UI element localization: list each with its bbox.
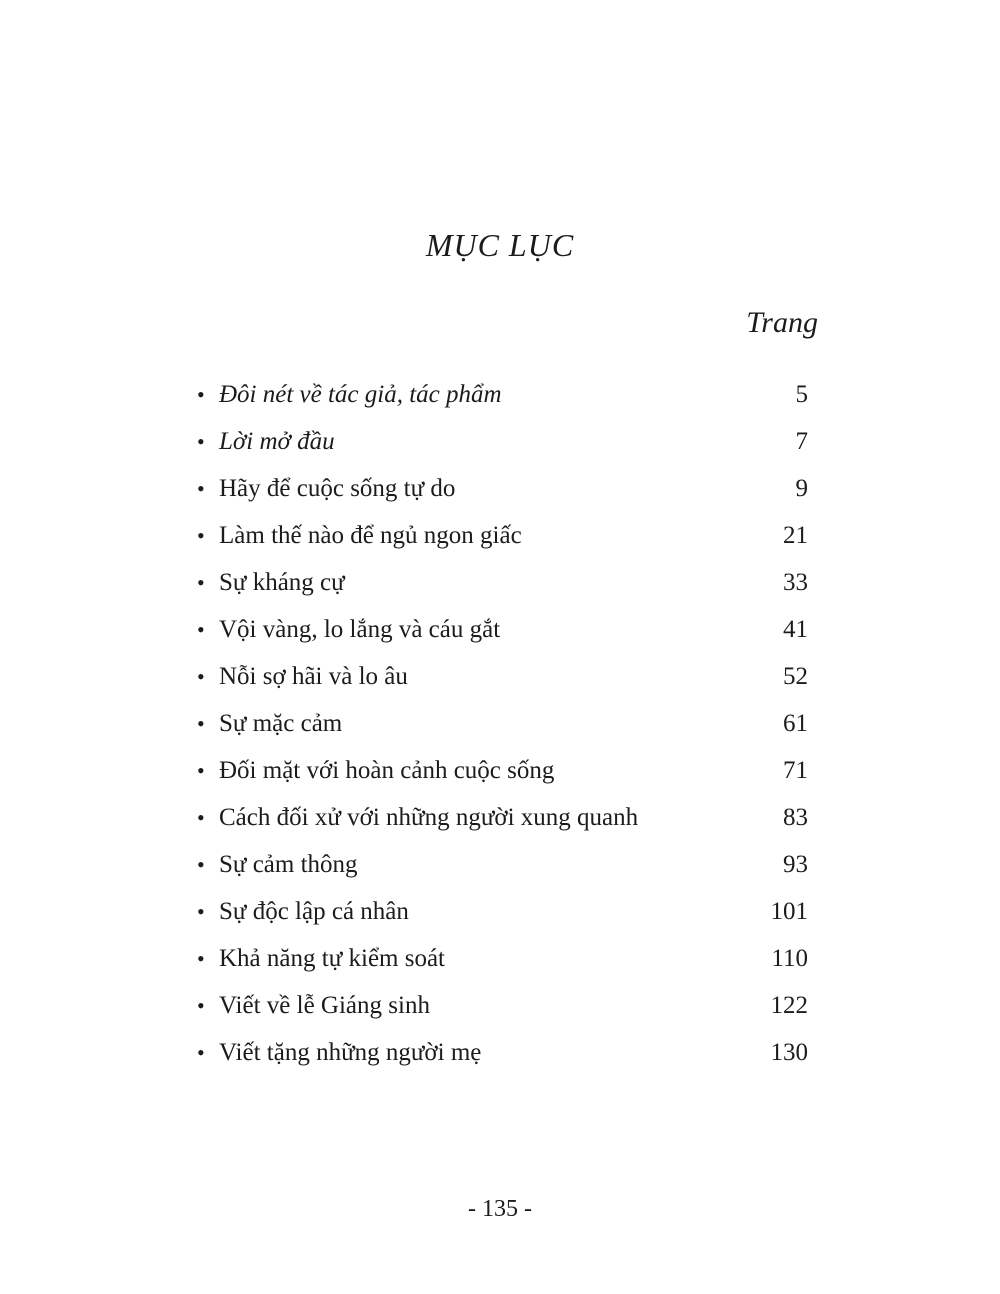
bullet-icon: • [197, 663, 205, 689]
bullet-icon: • [197, 992, 205, 1018]
toc-item-title: Sự mặc cảm [219, 709, 343, 737]
toc-item-title: Sự cảm thông [219, 850, 358, 878]
toc-item [197, 371, 808, 418]
toc-item-page: 21 [783, 521, 808, 549]
toc-item-page: 130 [770, 1038, 808, 1066]
toc-item-page: 61 [783, 709, 808, 737]
toc-item-title: Đối mặt với hoàn cảnh cuộc sống [219, 756, 555, 784]
toc-item-page: 83 [783, 803, 808, 831]
toc-item [197, 512, 808, 559]
toc-item [197, 465, 808, 512]
toc-item-page: 52 [783, 662, 808, 690]
toc-item-page: 93 [783, 850, 808, 878]
toc-item-page: 71 [783, 756, 808, 784]
toc-item [197, 606, 808, 653]
toc-item-page: 9 [795, 474, 808, 502]
toc-item-title: Hãy để cuộc sống tự do [219, 474, 456, 502]
toc-item-title: Vội vàng, lo lắng và cáu gắt [219, 615, 501, 643]
toc-item [197, 559, 808, 606]
toc-item-page: 33 [783, 568, 808, 596]
page-title: MỤC LỤC [425, 227, 575, 263]
bullet-icon: • [197, 710, 205, 736]
bullet-icon: • [197, 428, 205, 454]
toc-item-title: Làm thế nào để ngủ ngon giấc [219, 521, 522, 549]
toc-item [197, 935, 808, 982]
toc-item-title: Viết tặng những người mẹ [219, 1038, 482, 1066]
toc-item-title: Khả năng tự kiểm soát [219, 944, 446, 972]
toc-item-title: Đôi nét về tác giả, tác phẩm [219, 380, 502, 408]
toc-item-title: Nỗi sợ hãi và lo âu [219, 662, 408, 690]
bullet-icon: • [197, 757, 205, 783]
toc-item-title: Sự độc lập cá nhân [219, 897, 409, 925]
toc-item [197, 982, 808, 1029]
toc-item-title: Cách đối xử với những người xung quanh [219, 803, 639, 831]
toc-item [197, 794, 808, 841]
toc-item [197, 1029, 808, 1076]
toc-item [197, 888, 808, 935]
bullet-icon: • [197, 616, 205, 642]
toc-item-title: Sự kháng cự [219, 568, 345, 596]
bullet-icon: • [197, 898, 205, 924]
bullet-icon: • [197, 851, 205, 877]
bullet-icon: • [197, 381, 205, 407]
page-column-header: Trang [746, 306, 818, 339]
bullet-icon: • [197, 569, 205, 595]
table-of-contents [197, 371, 808, 1076]
footer-page-number: - 135 - [468, 1196, 532, 1222]
bullet-icon: • [197, 1039, 205, 1065]
bullet-icon: • [197, 804, 205, 830]
toc-item-title: Lời mở đầu [219, 427, 335, 455]
toc-item [197, 841, 808, 888]
toc-item-page: 101 [770, 897, 808, 925]
toc-item-page: 122 [770, 991, 808, 1019]
toc-item [197, 747, 808, 794]
bullet-icon: • [197, 522, 205, 548]
toc-item-page: 5 [795, 380, 808, 408]
toc-item-page: 41 [783, 615, 808, 643]
bullet-icon: • [197, 945, 205, 971]
toc-item-title: Viết về lễ Giáng sinh [219, 991, 430, 1019]
toc-item [197, 418, 808, 465]
toc-item-page: 7 [795, 427, 808, 455]
toc-item [197, 653, 808, 700]
toc-item [197, 700, 808, 747]
bullet-icon: • [197, 475, 205, 501]
toc-item-page: 110 [771, 944, 808, 972]
